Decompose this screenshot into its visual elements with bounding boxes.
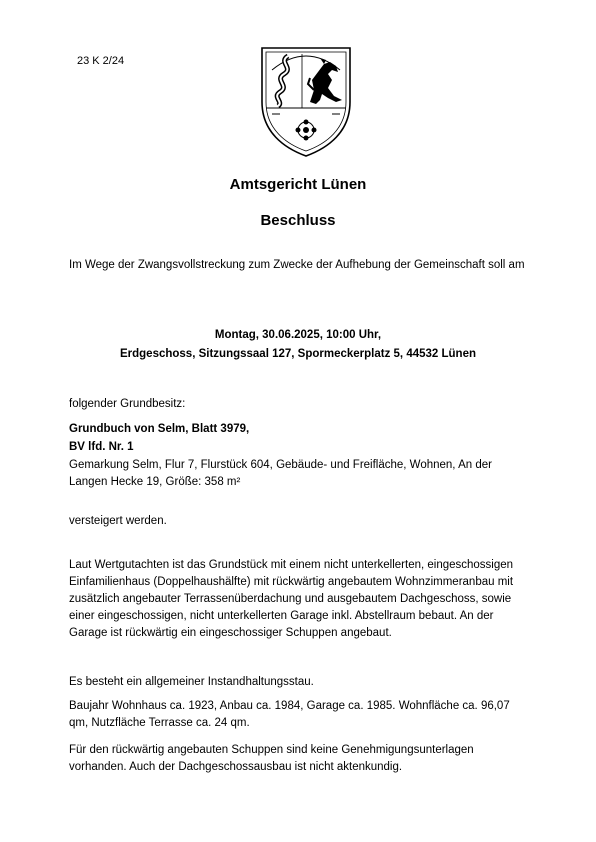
auction-statement: versteigert werden. — [69, 515, 167, 527]
paragraph-permits: Für den rückwärtig angebauten Schuppen sind keine Genehmigungsunterlagen vorhanden. Auch der Dachgeschossausbau ist nicht aktenkundig. — [69, 744, 474, 773]
parcel-description: Gemarkung Selm, Flur 7, Flurstück 604, Gebäude- und Freifläche, Wohnen, An der Langen Hecke 19, Größe: 358 m² — [69, 459, 492, 488]
document-title: Beschluss — [260, 212, 336, 229]
auction-date: Montag, 30.06.2025, 10:00 Uhr, — [214, 329, 382, 341]
land-register: Grundbuch von Selm, Blatt 3979, — [69, 423, 250, 435]
court-name: Amtsgericht Lünen — [229, 176, 367, 193]
case-number: 23 K 2/24 — [77, 55, 125, 67]
property-intro: folgender Grundbesitz: — [69, 398, 186, 410]
auction-location: Erdgeschoss, Sitzungssaal 127, Spormeckerplatz 5, 44532 Lünen — [119, 348, 476, 360]
paragraph-maintenance: Es besteht ein allgemeiner Instandhaltungsstau. — [69, 676, 314, 688]
paragraph-construction: Baujahr Wohnhaus ca. 1923, Anbau ca. 1984, Garage ca. 1985. Wohnfläche ca. 96,07 qm, Nutzfläche Terrasse ca. 24 qm. — [69, 700, 510, 729]
bv-number: BV lfd. Nr. 1 — [69, 441, 134, 453]
intro-text: Im Wege der Zwangsvollstreckung zum Zwecke der Aufhebung der Gemeinschaft soll am — [69, 259, 525, 271]
paragraph-appraisal: Laut Wertgutachten ist das Grundstück mit einem nicht unterkellerten, eingeschossigen Einfamilienhaus (Doppelhaushälfte) mit rückwärtig angebautem Wohnzimmeranbau mit zusätzlich angebauter Terrassenüberdachung und ausgebautem Dachgeschoss, sowie einer eingeschossigen, nicht unterkellerten Garage inkl. Abstellraum bebaut. An der Garage ist rückwärtig ein eingeschossiger Schuppen angebaut. — [69, 559, 514, 639]
nrw-coat-of-arms-icon — [258, 44, 354, 160]
